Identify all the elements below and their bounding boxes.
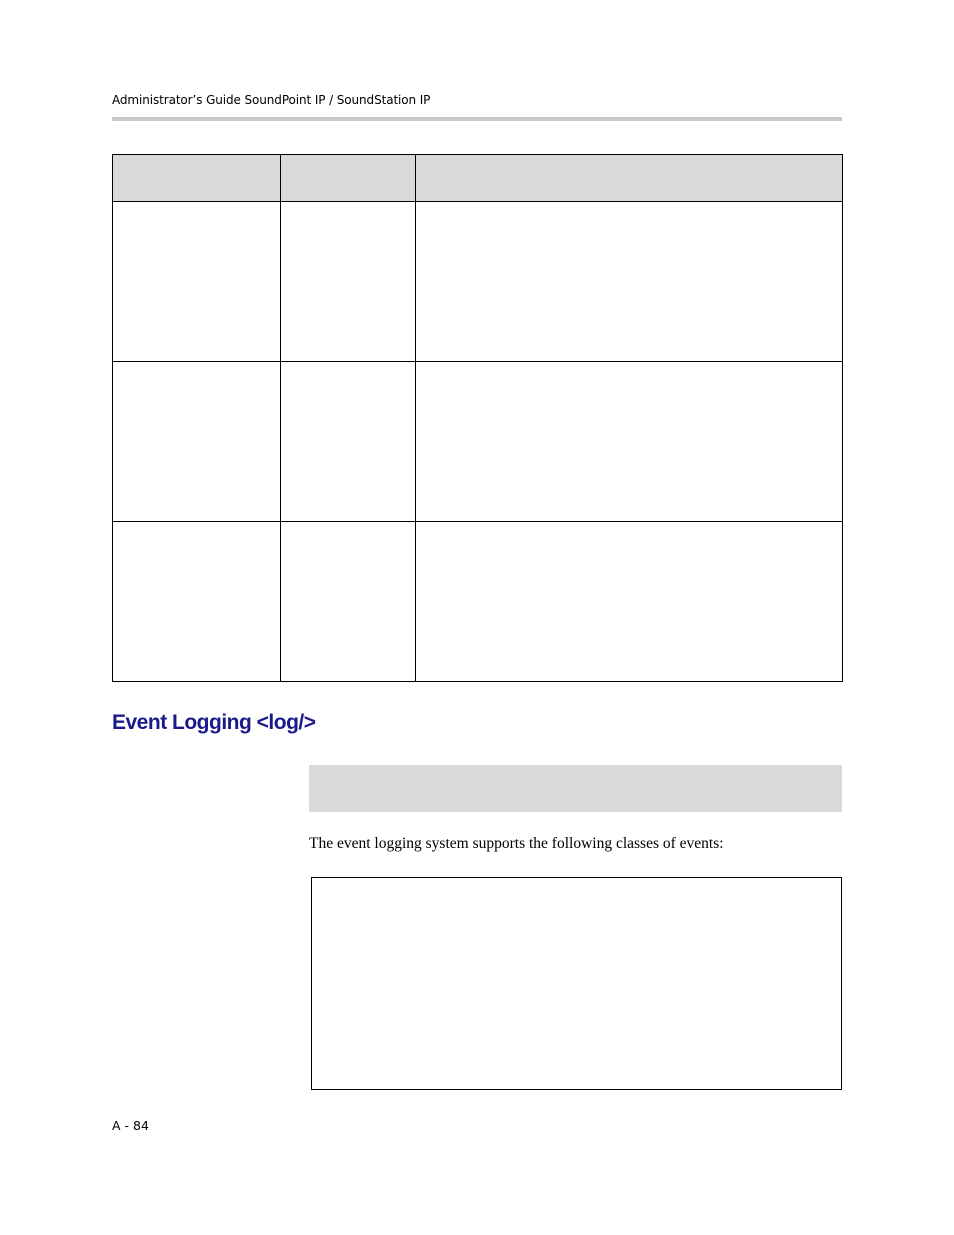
section-heading: Event Logging <log/> bbox=[112, 711, 316, 734]
table-cell bbox=[281, 202, 416, 362]
table-cell bbox=[281, 362, 416, 522]
event-classes-box bbox=[311, 877, 842, 1090]
table-header-cell bbox=[416, 155, 843, 202]
table-row bbox=[113, 202, 843, 362]
table-cell bbox=[113, 202, 281, 362]
table-header-cell bbox=[113, 155, 281, 202]
table-cell bbox=[416, 202, 843, 362]
page-number: A - 84 bbox=[112, 1118, 149, 1133]
running-header: Administrator’s Guide SoundPoint IP / SoundStation IP bbox=[112, 93, 431, 107]
intro-paragraph: The event logging system supports the following classes of events: bbox=[309, 835, 724, 852]
table-cell bbox=[113, 522, 281, 682]
table-cell bbox=[113, 362, 281, 522]
header-rule bbox=[112, 117, 842, 121]
table-cell bbox=[281, 522, 416, 682]
parameter-table bbox=[112, 154, 843, 682]
table-cell bbox=[416, 522, 843, 682]
table-row bbox=[113, 362, 843, 522]
table-header-row bbox=[113, 155, 843, 202]
table-header-bar bbox=[309, 765, 842, 812]
table-row bbox=[113, 522, 843, 682]
table-header-cell bbox=[281, 155, 416, 202]
table-cell bbox=[416, 362, 843, 522]
